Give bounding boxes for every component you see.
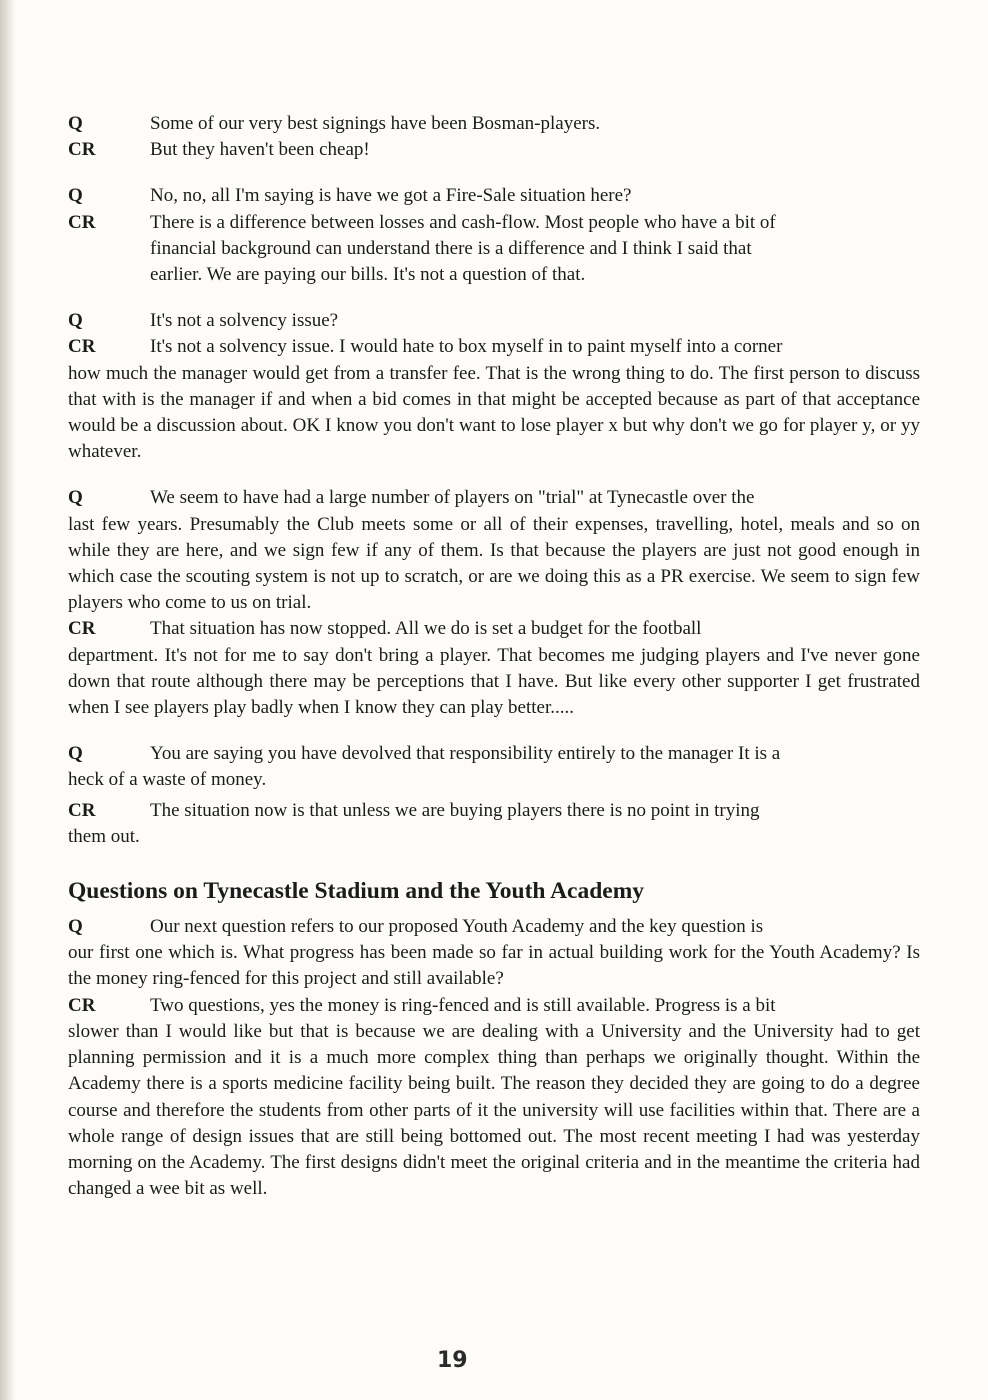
speaker-q: Q <box>68 310 83 332</box>
question-text-continued: heck of a waste of money. <box>68 769 267 791</box>
question-text: Some of our very best signings have been Bosman-players. <box>150 113 601 134</box>
document-page <box>68 111 920 1202</box>
speaker-cr: CR <box>68 994 96 1016</box>
question-text: Our next question refers to our proposed Youth Academy and the key question is <box>150 916 764 938</box>
speaker-cr: CR <box>68 799 96 821</box>
question-text: It's not a solvency issue? <box>150 310 339 332</box>
speaker-q: Q <box>68 487 83 509</box>
question-text-continued: our first one which is. What progress has been made so far in actual building work for the Youth Academy? Is the money ring-fenced for this project and still available? <box>68 942 920 990</box>
answer-entry <box>68 993 920 1203</box>
speaker-cr: CR <box>68 618 96 640</box>
answer-entry <box>68 137 920 163</box>
answer-entry <box>68 334 920 465</box>
speaker-cr: CR <box>68 336 96 358</box>
question-text: No, no, all I'm saying is have we got a Fire-Sale situation here? <box>150 185 632 207</box>
answer-text: It's not a solvency issue. I would hate to box myself in to paint myself into a corner <box>150 336 783 358</box>
question-entry <box>68 308 920 334</box>
question-entry <box>68 111 920 137</box>
answer-text-continued: earlier. We are paying our bills. It's not a question of that. <box>150 264 586 286</box>
speaker-q: Q <box>68 916 83 938</box>
answer-text-continued: slower than I would like but that is because we are dealing with a University and the University had to get planning permission and it is a much more complex thing than perhaps we originally thought. Within the Academy there is a sports medicine facility being built. The reason they decided they are going to do a degree course and therefore the students from other parts of it the university will use facilities within that. There are a whole range of design issues that are still being bottomed out. The most recent meeting I had was yesterday morning on the Academy. The first designs didn't meet the original criteria and in the meantime the criteria had changed a wee bit as well. <box>68 1020 920 1200</box>
speaker-q: Q <box>68 185 83 207</box>
question-text-continued: last few years. Presumably the Club meets some or all of their expenses, travelling, hotel, meals and so on while they are here, and we sign few if any of them. Is that because the players are just not good enough in which case the scouting system is not up to scratch, or are we doing this as a PR exercise. We seem to sign few players who come to us on trial. <box>68 513 920 614</box>
section-heading: Questions on Tynecastle Stadium and the Youth Academy <box>68 878 645 905</box>
answer-text: That situation has now stopped. All we do is set a budget for the football <box>150 618 702 640</box>
page-number: 19 <box>437 1348 468 1373</box>
question-entry <box>68 741 920 793</box>
answer-text-continued: how much the manager would get from a transfer fee. That is the wrong thing to do. The first person to discuss that with is the manager if and when a bid comes in that might be accepted because as part of that acceptance would be a discussion about. OK I know you don't want to lose player x but why don't we go for player y, or yy whatever. <box>68 362 920 463</box>
question-text: You are saying you have devolved that responsibility entirely to the manager It is a <box>150 743 781 765</box>
speaker-cr: CR <box>68 139 96 161</box>
speaker-q: Q <box>68 113 83 134</box>
answer-entry <box>68 616 920 721</box>
book-spine-shadow <box>0 0 16 1400</box>
answer-text-continued: them out. <box>68 825 140 847</box>
answer-text: But they haven't been cheap! <box>150 139 370 161</box>
speaker-q: Q <box>68 743 83 765</box>
answer-entry <box>68 210 920 289</box>
answer-text: The situation now is that unless we are buying players there is no point in trying <box>150 799 760 821</box>
answer-text: There is a difference between losses and cash-flow. Most people who have a bit of <box>150 211 776 233</box>
question-entry <box>68 183 920 209</box>
answer-entry <box>68 798 920 850</box>
speaker-cr: CR <box>68 211 96 233</box>
question-entry <box>68 485 920 616</box>
question-entry <box>68 914 920 993</box>
answer-text-continued: department. It's not for me to say don't bring a player. That becomes me judging players and I've never gone down that route although there may be perceptions that I have. But like every other supporter I get frustrated when I see players play badly when I know they can play better..... <box>68 644 920 719</box>
answer-text: Two questions, yes the money is ring-fenced and is still available. Progress is a bit <box>150 994 776 1016</box>
question-text: We seem to have had a large number of players on "trial" at Tynecastle over the <box>150 487 755 509</box>
answer-text-continued: financial background can understand there is a difference and I think I said that <box>150 237 752 259</box>
